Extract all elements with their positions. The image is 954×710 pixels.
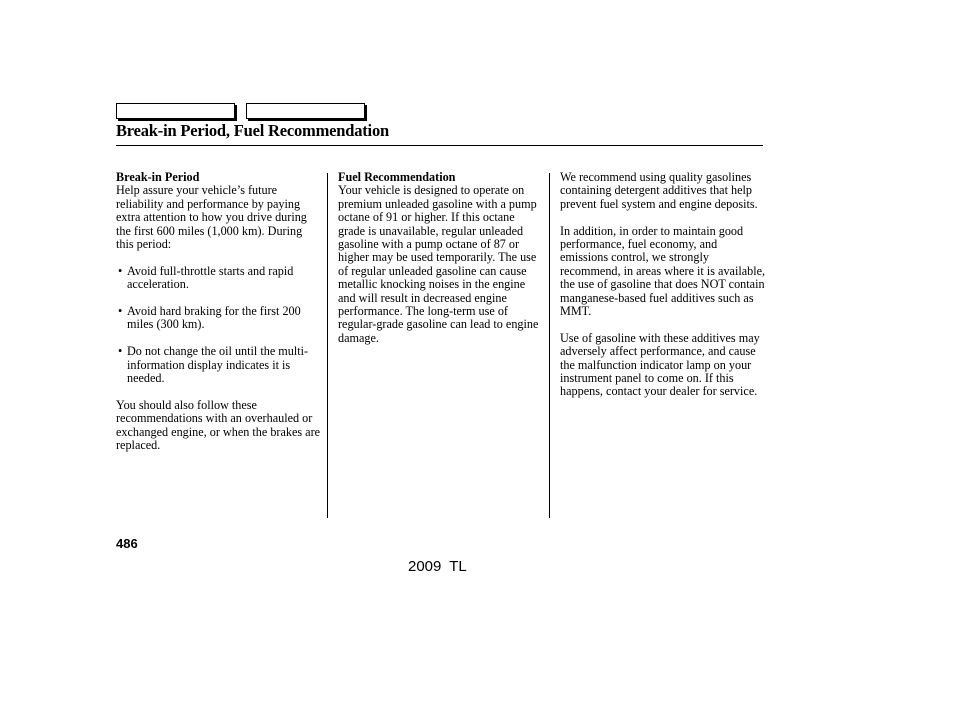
break-in-heading: Break-in Period (116, 170, 200, 184)
bullet-icon: • (118, 344, 123, 359)
bullet-text: Avoid hard braking for the first 200 miles (300 km). (127, 304, 301, 332)
bullet-text: Avoid full-throttle starts and rapid acceleration. (127, 263, 294, 292)
bullet-icon: • (118, 263, 123, 278)
additives-paragraph-3: Use of gasoline with these additives may adversely affect performance, and cause the malfunction indicator lamp on your instrument panel to come on. If this happens, contact your dealer for service. (560, 330, 760, 399)
title-rule (116, 145, 763, 146)
bullet-item (116, 345, 322, 385)
bullet-text: Do not change the oil until the multi-information display indicates it is needed. (127, 344, 309, 386)
additives-paragraph-1: We recommend using quality gasolines containing detergent additives that help prevent fuel system and engine deposits. (560, 170, 758, 211)
fuel-heading: Fuel Recommendation (338, 170, 456, 184)
column-divider (327, 173, 328, 518)
additives-paragraph-2: In addition, in order to maintain good performance, fuel economy, and emissions control, we strongly recommend, in areas where it is available, the use of gasoline that does NOT contain manganese-based fuel additives such as MMT. (560, 223, 766, 319)
break-in-intro: Help assure your vehicle’s future reliability and performance by paying extra attention to how you drive during the first 600 miles (1,000 km). During this period: (116, 183, 307, 252)
column-divider (549, 173, 550, 518)
fuel-body: Your vehicle is designed to operate on premium unleaded gasoline with a pump octane of 91 or higher. If this octane grade is unavailable, regular unleaded gasoline with a pump octane of 87 or higher may be used temporarily. The use of regular unleaded gasoline can cause metallic knocking noises in the engine and will result in decreased engine performance. The long-term use of regular-grade gasoline can lead to engine damage. (338, 183, 539, 345)
break-in-closing: You should also follow these recommendations with an overhauled or exchanged engine, or when the brakes are replaced. (116, 397, 321, 453)
break-in-column (116, 171, 322, 452)
index-tab[interactable] (246, 103, 365, 119)
bullet-item (116, 305, 322, 332)
fuel-column (338, 171, 544, 345)
bullet-icon: • (118, 304, 123, 319)
additives-column (560, 171, 766, 399)
bullet-item (116, 265, 322, 292)
model-footer: 2009 TL (408, 558, 467, 575)
page-title: Break-in Period, Fuel Recommendation (116, 121, 389, 140)
main-menu-tab[interactable] (116, 103, 235, 119)
page-number: 486 (116, 536, 138, 551)
